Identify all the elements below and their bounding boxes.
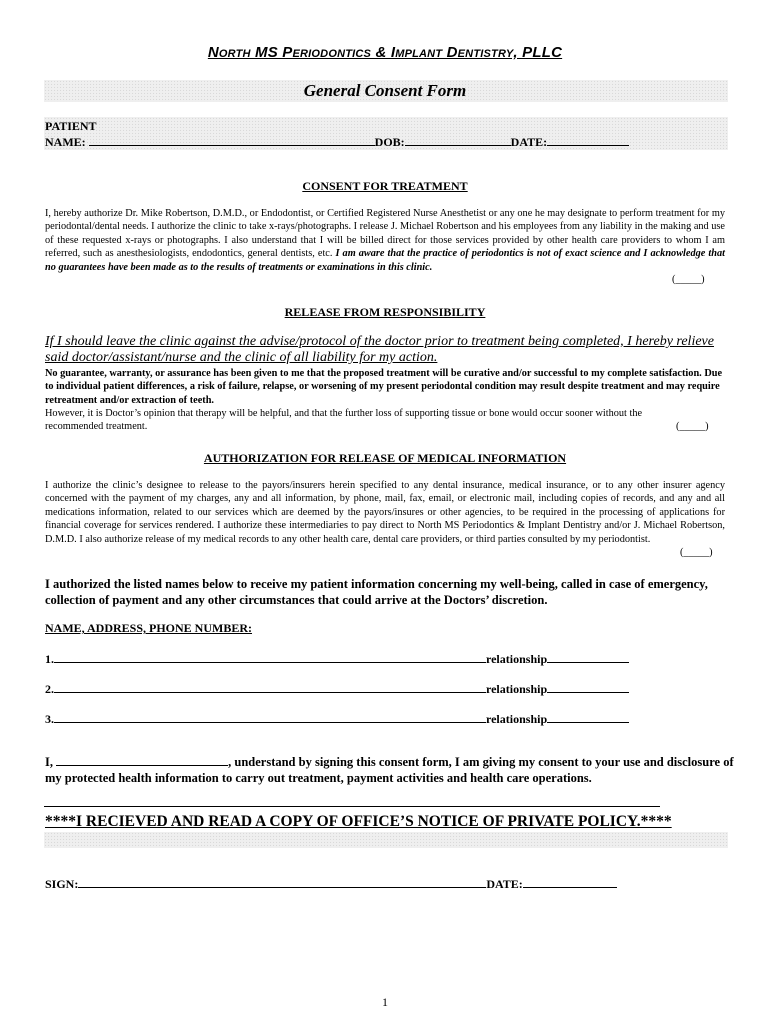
signature-field[interactable] <box>78 876 486 888</box>
authorization-initials[interactable]: (_____) <box>680 547 713 558</box>
release-heading: RELEASE FROM RESPONSIBILITY <box>284 305 486 319</box>
contact-field-3[interactable] <box>54 711 486 723</box>
contacts-heading: NAME, ADDRESS, PHONE NUMBER: <box>45 621 253 635</box>
consent-treatment-heading: CONSENT FOR TREATMENT <box>302 179 468 193</box>
contact-number: 3. <box>45 712 54 726</box>
consent-treatment-text <box>45 207 725 274</box>
page-number: 1 <box>382 995 388 1009</box>
consent-treatment-emphasis: I am aware that the practice of periodontics is not of exact science and I acknowledge that no guarantees have been made as to the results of treatments or examinations in this clinic. <box>45 248 725 273</box>
privacy-consent <box>45 754 735 786</box>
contact-row-1 <box>45 651 665 667</box>
contact-row-3 <box>45 711 665 727</box>
patient-label: PATIENT <box>45 119 97 133</box>
practice-name: North MS Periodontics & Implant Dentistry, PLLC <box>207 44 563 61</box>
release-guarantee: No guarantee, warranty, or assurance has been given to me that the proposed treatment will be curative and/or successful to my complete satisfaction. Due to individual patient differences, a risk of failure, relapse, or worsening of my present periodontal condition may result despite treatment and may require retreatment and/or extraction of teeth. <box>45 368 723 406</box>
relationship-label: relationship <box>486 652 548 666</box>
sign-label: SIGN: <box>45 877 79 891</box>
contact-field-1[interactable] <box>54 651 486 663</box>
consent-treatment-body: I, hereby authorize Dr. Mike Robertson, D.M.D., or Endodontist, or Certified Registered Nurse Anesthetist or any one he may designate to perform treatment for my periodontal/dental needs. I authorize the clinic to take x-rays/photographs. I release J. Michael Robertson and his employees from any liability in the making and use of these requested x-rays or photographs. I also understand that I will be billed direct for those services provided by other health care providers to whom I am referred, such as anesthesiologists, endodontics, general dentists, etc. <box>45 208 725 260</box>
consent-treatment-initials[interactable]: (_____) <box>672 274 705 285</box>
signature-row <box>45 876 617 892</box>
name-field[interactable] <box>89 134 375 146</box>
release-initials[interactable]: (_____) <box>676 421 709 432</box>
date-field[interactable] <box>547 134 629 146</box>
release-statement: If I should leave the clinic against the advise/protocol of the doctor prior to treatment being completed, I hereby relieve said doctor/assistant/nurse and the clinic of all liability for my action. <box>45 334 714 365</box>
relationship-label: relationship <box>486 712 548 726</box>
privacy-statement: , understand by signing this consent form, I am giving my consent to your use and disclosure of my protected health information to carry out treatment, payment activities and health care operations. <box>45 755 734 785</box>
sign-date-field[interactable] <box>523 876 617 888</box>
relationship-field-1[interactable] <box>547 651 629 663</box>
relationship-label: relationship <box>486 682 548 696</box>
contact-row-2 <box>45 681 665 697</box>
privacy-notice: ****I RECIEVED AND READ A COPY OF OFFICE’S NOTICE OF PRIVATE POLICY.**** <box>45 813 672 830</box>
privacy-name-field[interactable] <box>56 754 228 766</box>
patient-fields-row <box>45 134 629 149</box>
divider-line <box>44 806 660 807</box>
release-opinion: However, it is Doctor’s opinion that therapy will be helpful, and that the further loss of supporting tissue or bone would occur sooner without the recommended treatment. <box>45 408 643 433</box>
authorization-heading: AUTHORIZATION FOR RELEASE OF MEDICAL INFORMATION <box>203 451 567 465</box>
emergency-statement: I authorized the listed names below to receive my patient information concerning my well-being, called in case of emergency, collection of payment and any other circumstances that could arrive at the Doctors’ discretion. <box>45 577 708 607</box>
name-label: NAME: <box>45 135 86 149</box>
dob-field[interactable] <box>405 134 511 146</box>
authorization-body: I authorize the clinic’s designee to release to the payors/insurers herein specified to any dental insurance, medical insurance, or to any other insurer agency concerned with the payment of my charges, any and all information, by phone, mail, fax, email, or electronic mail, including copies of records, and any and all medications information, related to our services which are deemed by the payors/insures or other agencies, to be required in the processing of applications for financial coverage for services rendered. I authorize these intermediaries to pay direct to North MS Periodontics & Implant Dentistry and/or J. Michael Robertson, D.M.D. I also authorize release of my medical records to any other health care, dental care providers, or third parties consulted by my periodontist. <box>45 480 725 545</box>
sign-date-label: DATE: <box>486 877 523 891</box>
contact-number: 2. <box>45 682 54 696</box>
contact-field-2[interactable] <box>54 681 486 693</box>
dob-label: DOB: <box>374 135 405 149</box>
notice-bar <box>44 832 728 848</box>
relationship-field-3[interactable] <box>547 711 629 723</box>
contact-number: 1. <box>45 652 54 666</box>
privacy-prefix: I, <box>45 755 53 769</box>
relationship-field-2[interactable] <box>547 681 629 693</box>
form-title: General Consent Form <box>303 81 467 100</box>
date-label: DATE: <box>510 135 548 149</box>
